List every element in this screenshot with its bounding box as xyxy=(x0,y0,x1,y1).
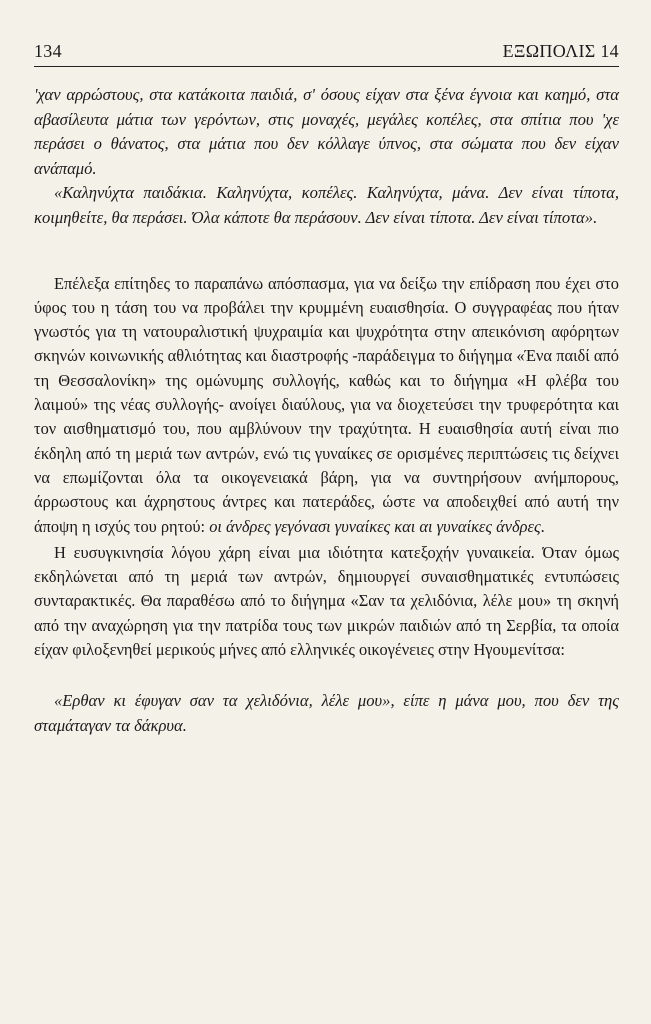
page-header xyxy=(34,40,619,67)
closing-quotation: «Ερθαν κι έφυγαν σαν τα χελιδόνια, λέλε μου», είπε η μάνα μου, που δεν της σταμάταγαν τα δάκρυα. xyxy=(34,691,619,735)
body-paragraph-2: Η ευσυγκινησία λόγου χάρη είναι μια ιδιότητα κατεξοχήν γυναικεία. Όταν όμως εκδηλώνεται από τη μεριά των αντρών, δημιουργεί συναισθηματικές εντυπώσεις συνταρακτικές. Θα παραθέσω από το διήγημα «Σαν τα χελιδόνια, λέλε μου» τη σκηνή από την αναχώρηση για την πατρίδα τους των μικρών παιδιών από τη Σερβία, τα οποία είχαν φιλοξενηθεί μερικούς μήνες από ελληνικές οικογένειες στην Ηγουμενίτσα: xyxy=(34,542,619,660)
body-paragraph-1-quote: οι άνδρες γεγόνασι γυναίκες και αι γυναίκες άνδρες xyxy=(209,516,541,536)
body-paragraph-1 xyxy=(34,272,619,539)
quote-paragraph-2: «Καληνύχτα παιδάκια. Καληνύχτα, κοπέλες. Καληνύχτα, μάνα. Δεν είναι τίποτα, κοιμηθείτε, θα περάσει. Όλα κάποτε θα περάσουν. Δεν είναι τίποτα. Δεν είναι τίποτα». xyxy=(34,183,619,227)
page-number: 134 xyxy=(34,41,62,61)
running-title: ΕΞΩΠΟΛΙΣ 14 xyxy=(502,41,619,61)
body-paragraph-1-end: . xyxy=(540,516,545,536)
quote-paragraph-1: 'χαν αρρώστους, στα κατάκοιτα παιδιά, σ' όσους είχαν στα ξένα έγνοια και καημό, στα αβασίλευτα μάτια των γερόντων, στις μοναχές, μεγάλες κοπέλες, στα σπίτια που 'χε περάσει ο θάνατος, στα μάτια που δεν κόλλαγε ύπνος, στα σώματα που δεν είχαν ανάπαμό. xyxy=(34,85,619,178)
body-paragraph-1-text: Επέλεξα επίτηδες το παραπάνω απόσπασμα, για να δείξω την επίδραση που έχει στο ύφος του η τάση του να προβάλει την κρυμμένη ευαισθησία. Ο συγγραφέας που ήταν γνωστός για τη νατουραλιστική ψυχραιμία και ψυχρότητα στην απεικόνιση αφόρητων σκηνών κοινωνικής αθλιότητας και διαστροφής -παράδειγμα το διήγημα «Ένα παιδί από τη Θεσσαλονίκη» της ομώνυμης συλλογής, καθώς και το διήγημα «Η φλέβα του λαιμού» της νέας συλλογής- ανοίγει διαύλους, για να διοχετεύσει την τρυφερότητα και τον αισθηματισμό του, που αμβλύνουν την τραχύτητα. Η ευαισθησία αυτή είναι πιο έκδηλη από τη μεριά των αντρών, ενώ τις γυναίκες σε ορισμένες περιπτώσεις τις δείχνει να επωμίζονται όλα τα οικογενειακά βάρη, για να συντηρήσουν ανήμπορους, άρρωστους και άχρηστους άντρες και πατεράδες, ώστε να αποδειχθεί από αυτή την άποψη η ισχύς του ρητού: xyxy=(34,273,619,536)
opening-quotation xyxy=(34,83,619,231)
book-page xyxy=(34,40,619,755)
body-text xyxy=(34,272,619,663)
